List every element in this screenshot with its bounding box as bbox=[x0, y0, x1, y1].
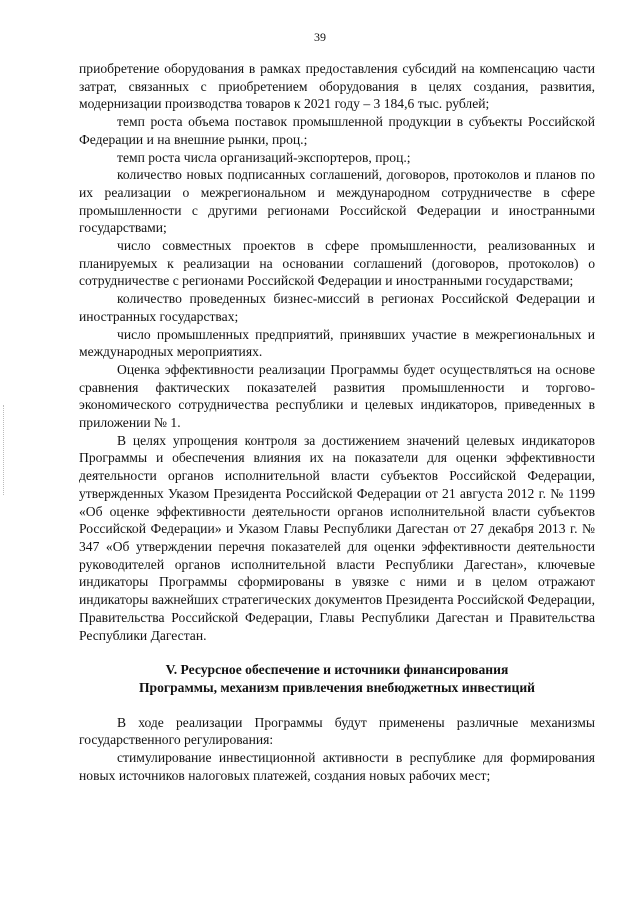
paragraph: количество проведенных бизнес-миссий в регионах Российской Федерации и иностранных государствах; bbox=[79, 291, 595, 324]
section-heading bbox=[79, 661, 595, 696]
page-number: 39 bbox=[314, 30, 326, 44]
paragraph: Оценка эффективности реализации Программы будет осуществляться на основе сравнения фактических показателей развития промышленности и торгово-экономического сотрудничества республики и целевых индикаторов, приведенных в приложении № 1. bbox=[79, 361, 595, 431]
paragraph: темп роста числа организаций-экспортеров, проц.; bbox=[117, 149, 411, 165]
paragraph: темп роста объема поставок промышленной продукции в субъекты Российской Федерации и на внешние рынки, проц.; bbox=[79, 114, 595, 147]
section-heading-line-2: Программы, механизм привлечения внебюджетных инвестиций bbox=[138, 679, 535, 695]
section-heading-line-1: V. Ресурсное обеспечение и источники финансирования bbox=[165, 662, 509, 678]
document-body bbox=[79, 60, 595, 784]
scan-margin-marks bbox=[3, 405, 7, 495]
paragraph: количество новых подписанных соглашений, договоров, протоколов и планов по их реализации о межрегиональном и международном сотрудничестве в сфере промышленности с другими регионами Российской Федерации и иностранными государствами; bbox=[79, 167, 595, 236]
paragraph: стимулирование инвестиционной активности в республике для формирования новых источников налоговых платежей, создания новых рабочих мест; bbox=[79, 750, 595, 783]
paragraph: число совместных проектов в сфере промышленности, реализованных и планируемых к реализации на основании соглашений (договоров, протоколов) о сотрудничестве с регионами Российской Федерации и иностранными государствами; bbox=[79, 238, 595, 289]
paragraph: В ходе реализации Программы будут применены различные механизмы государственного регулирования: bbox=[79, 714, 595, 748]
paragraph: приобретение оборудования в рамках предоставления субсидий на компенсацию части затрат, связанных с приобретением оборудования в целях создания, развития, модернизации производства товаров к 2021 году – 3 184,6 тыс. рублей; bbox=[79, 61, 595, 112]
paragraph: В целях упрощения контроля за достижением значений целевых индикаторов Программы и обеспечения влияния их на показатели для оценки эффективности деятельности органов исполнительной власти субъектов Российской Федерации, утвержденных Указом Президента Российской Федерации от 21 августа 2012 г. № 1199 «Об оценке эффективности деятельности органов исполнительной власти субъектов Российской Федерации» и Указом Главы Республики Дагестан от 27 декабря 2013 г. № 347 «Об утверждении перечня показателей для оценки эффективности деятельности руководителей органов исполнительной власти Республики Дагестан», ключевые индикаторы Программы сформированы в увязке с ними и в целом отражают индикаторы важнейших стратегических документов Президента Российской Федерации, Правительства Российской Федерации, Главы Республики Дагестан и Правительства Республики Дагестан. bbox=[79, 432, 595, 643]
paragraph: число промышленных предприятий, принявших участие в межрегиональных и международных мероприятиях. bbox=[79, 326, 595, 360]
